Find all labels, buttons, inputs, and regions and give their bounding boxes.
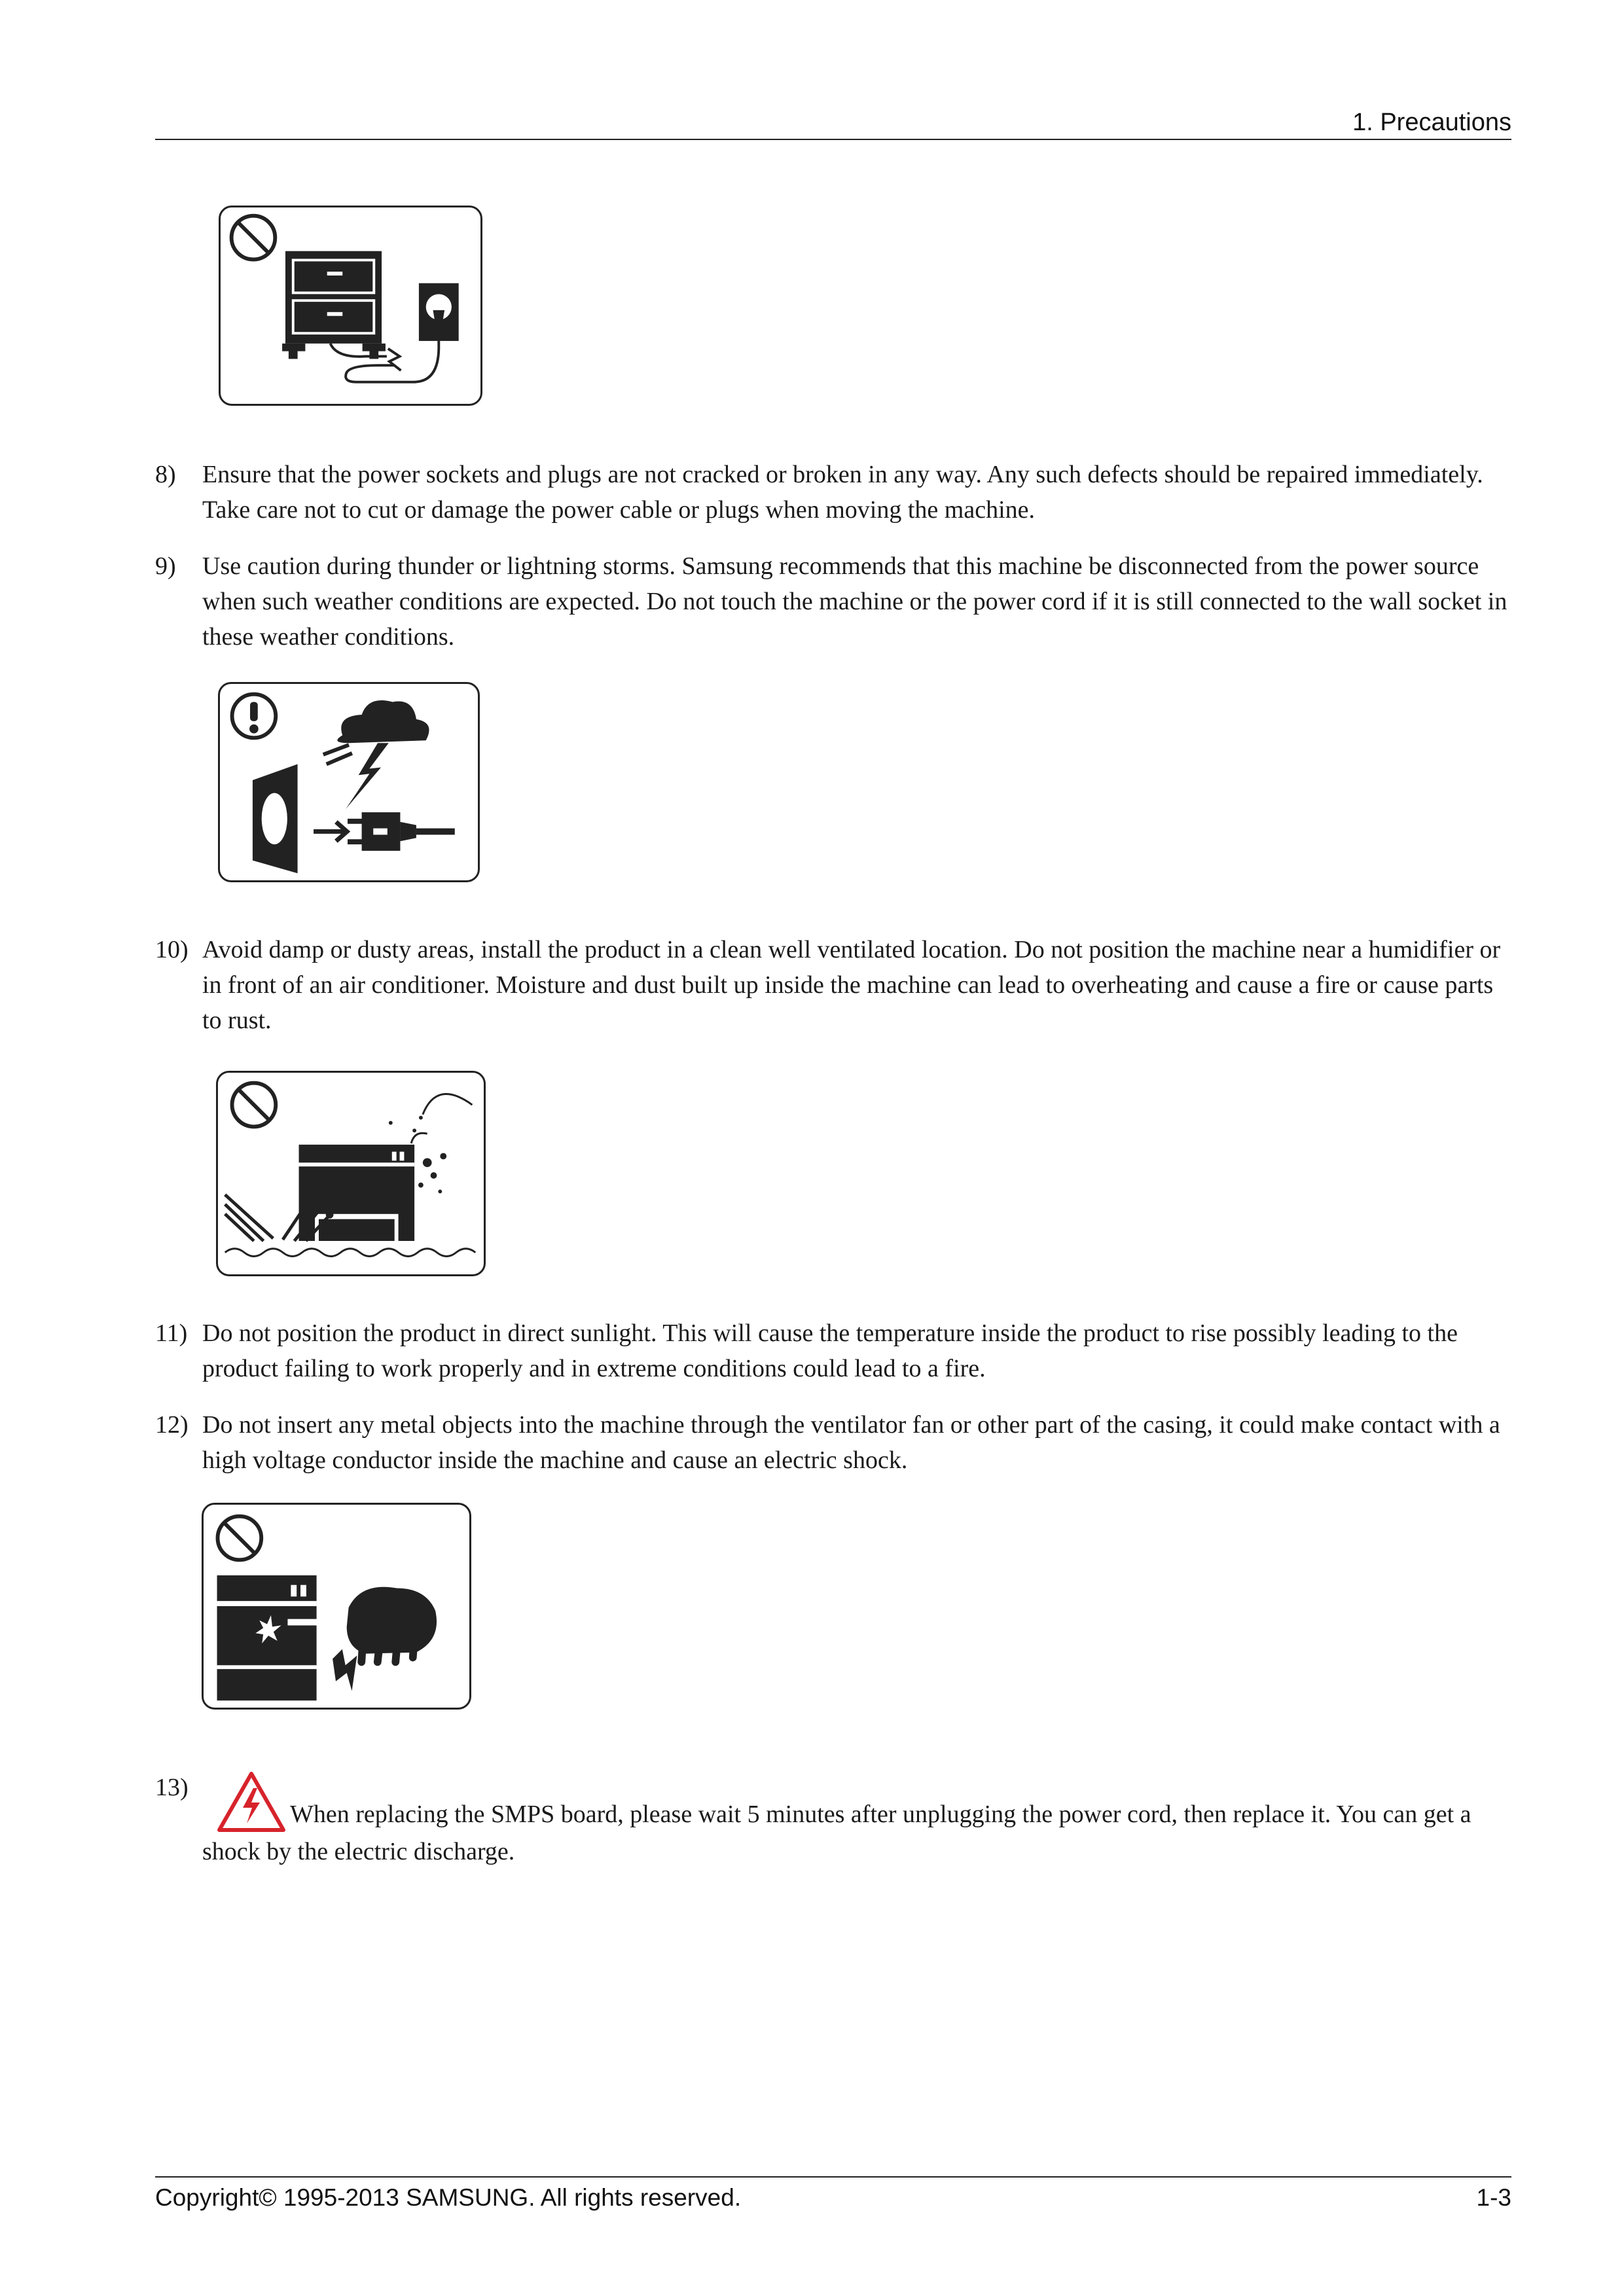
list-item (155, 1316, 1511, 1386)
page-number: 1-3 (1476, 2184, 1511, 2211)
list-item (155, 457, 1511, 528)
list-item (155, 932, 1511, 1038)
item-text: Do not insert any metal objects into the machine through the ventilator fan or other part of the casing, it could make contact with a high voltage conductor inside the machine and cause an electric shock. (202, 1411, 1500, 1474)
list-item (155, 1407, 1511, 1478)
item-text: Do not position the product in direct sunlight. This will cause the temperature inside the product to rise possibly leading to the product failing to work properly and in extreme conditions could lead to a fire. (202, 1319, 1458, 1382)
prohibited-metal-objects-icon (202, 1503, 471, 1710)
item-text: Ensure that the power sockets and plugs are not cracked or broken in any way. Any such defects should be repaired immediately. Take care not to cut or damage the power cable or plugs when moving the machine. (202, 461, 1483, 524)
item-text: Avoid damp or dusty areas, install the product in a clean well ventilated location. Do not position the machine near a humidifier or in front of an air conditioner. Moisture and dust built up inside the machine can lead to overheating and cause a fire or cause parts to rust. (202, 936, 1501, 1034)
page-header (155, 105, 1511, 140)
page-footer (155, 2176, 1511, 2217)
list-item (155, 1770, 1511, 1869)
item-text (202, 1770, 1511, 1869)
item-number: 8) (155, 461, 176, 488)
item-number: 11) (155, 1319, 188, 1347)
prohibited-damp-dusty-location-icon (216, 1071, 486, 1276)
item-number: 12) (155, 1411, 189, 1439)
caution-unplug-during-storm-icon (218, 682, 480, 882)
item-number: 10) (155, 936, 189, 963)
copyright: Copyright© 1995-2013 SAMSUNG. All rights reserved. (155, 2184, 742, 2211)
item-text: Use caution during thunder or lightning storms. Samsung recommends that this machine be disconnected from the power source when such weather conditions are expected. Do not touch the machine or the power cord if it is still connected to the wall socket in these weather conditions. (202, 552, 1507, 651)
list-item (155, 548, 1511, 655)
section-title: 1. Precautions (1352, 109, 1511, 136)
item-number: 13) (155, 1774, 189, 1801)
item-text-body: When replacing the SMPS board, please wait 5 minutes after unplugging the power cord, then replace it. You can get a shock by the electric discharge. (202, 1801, 1471, 1865)
electric-shock-warning-icon (215, 1770, 287, 1834)
prohibited-damaged-cord-icon (219, 206, 482, 406)
item-number: 9) (155, 552, 176, 580)
